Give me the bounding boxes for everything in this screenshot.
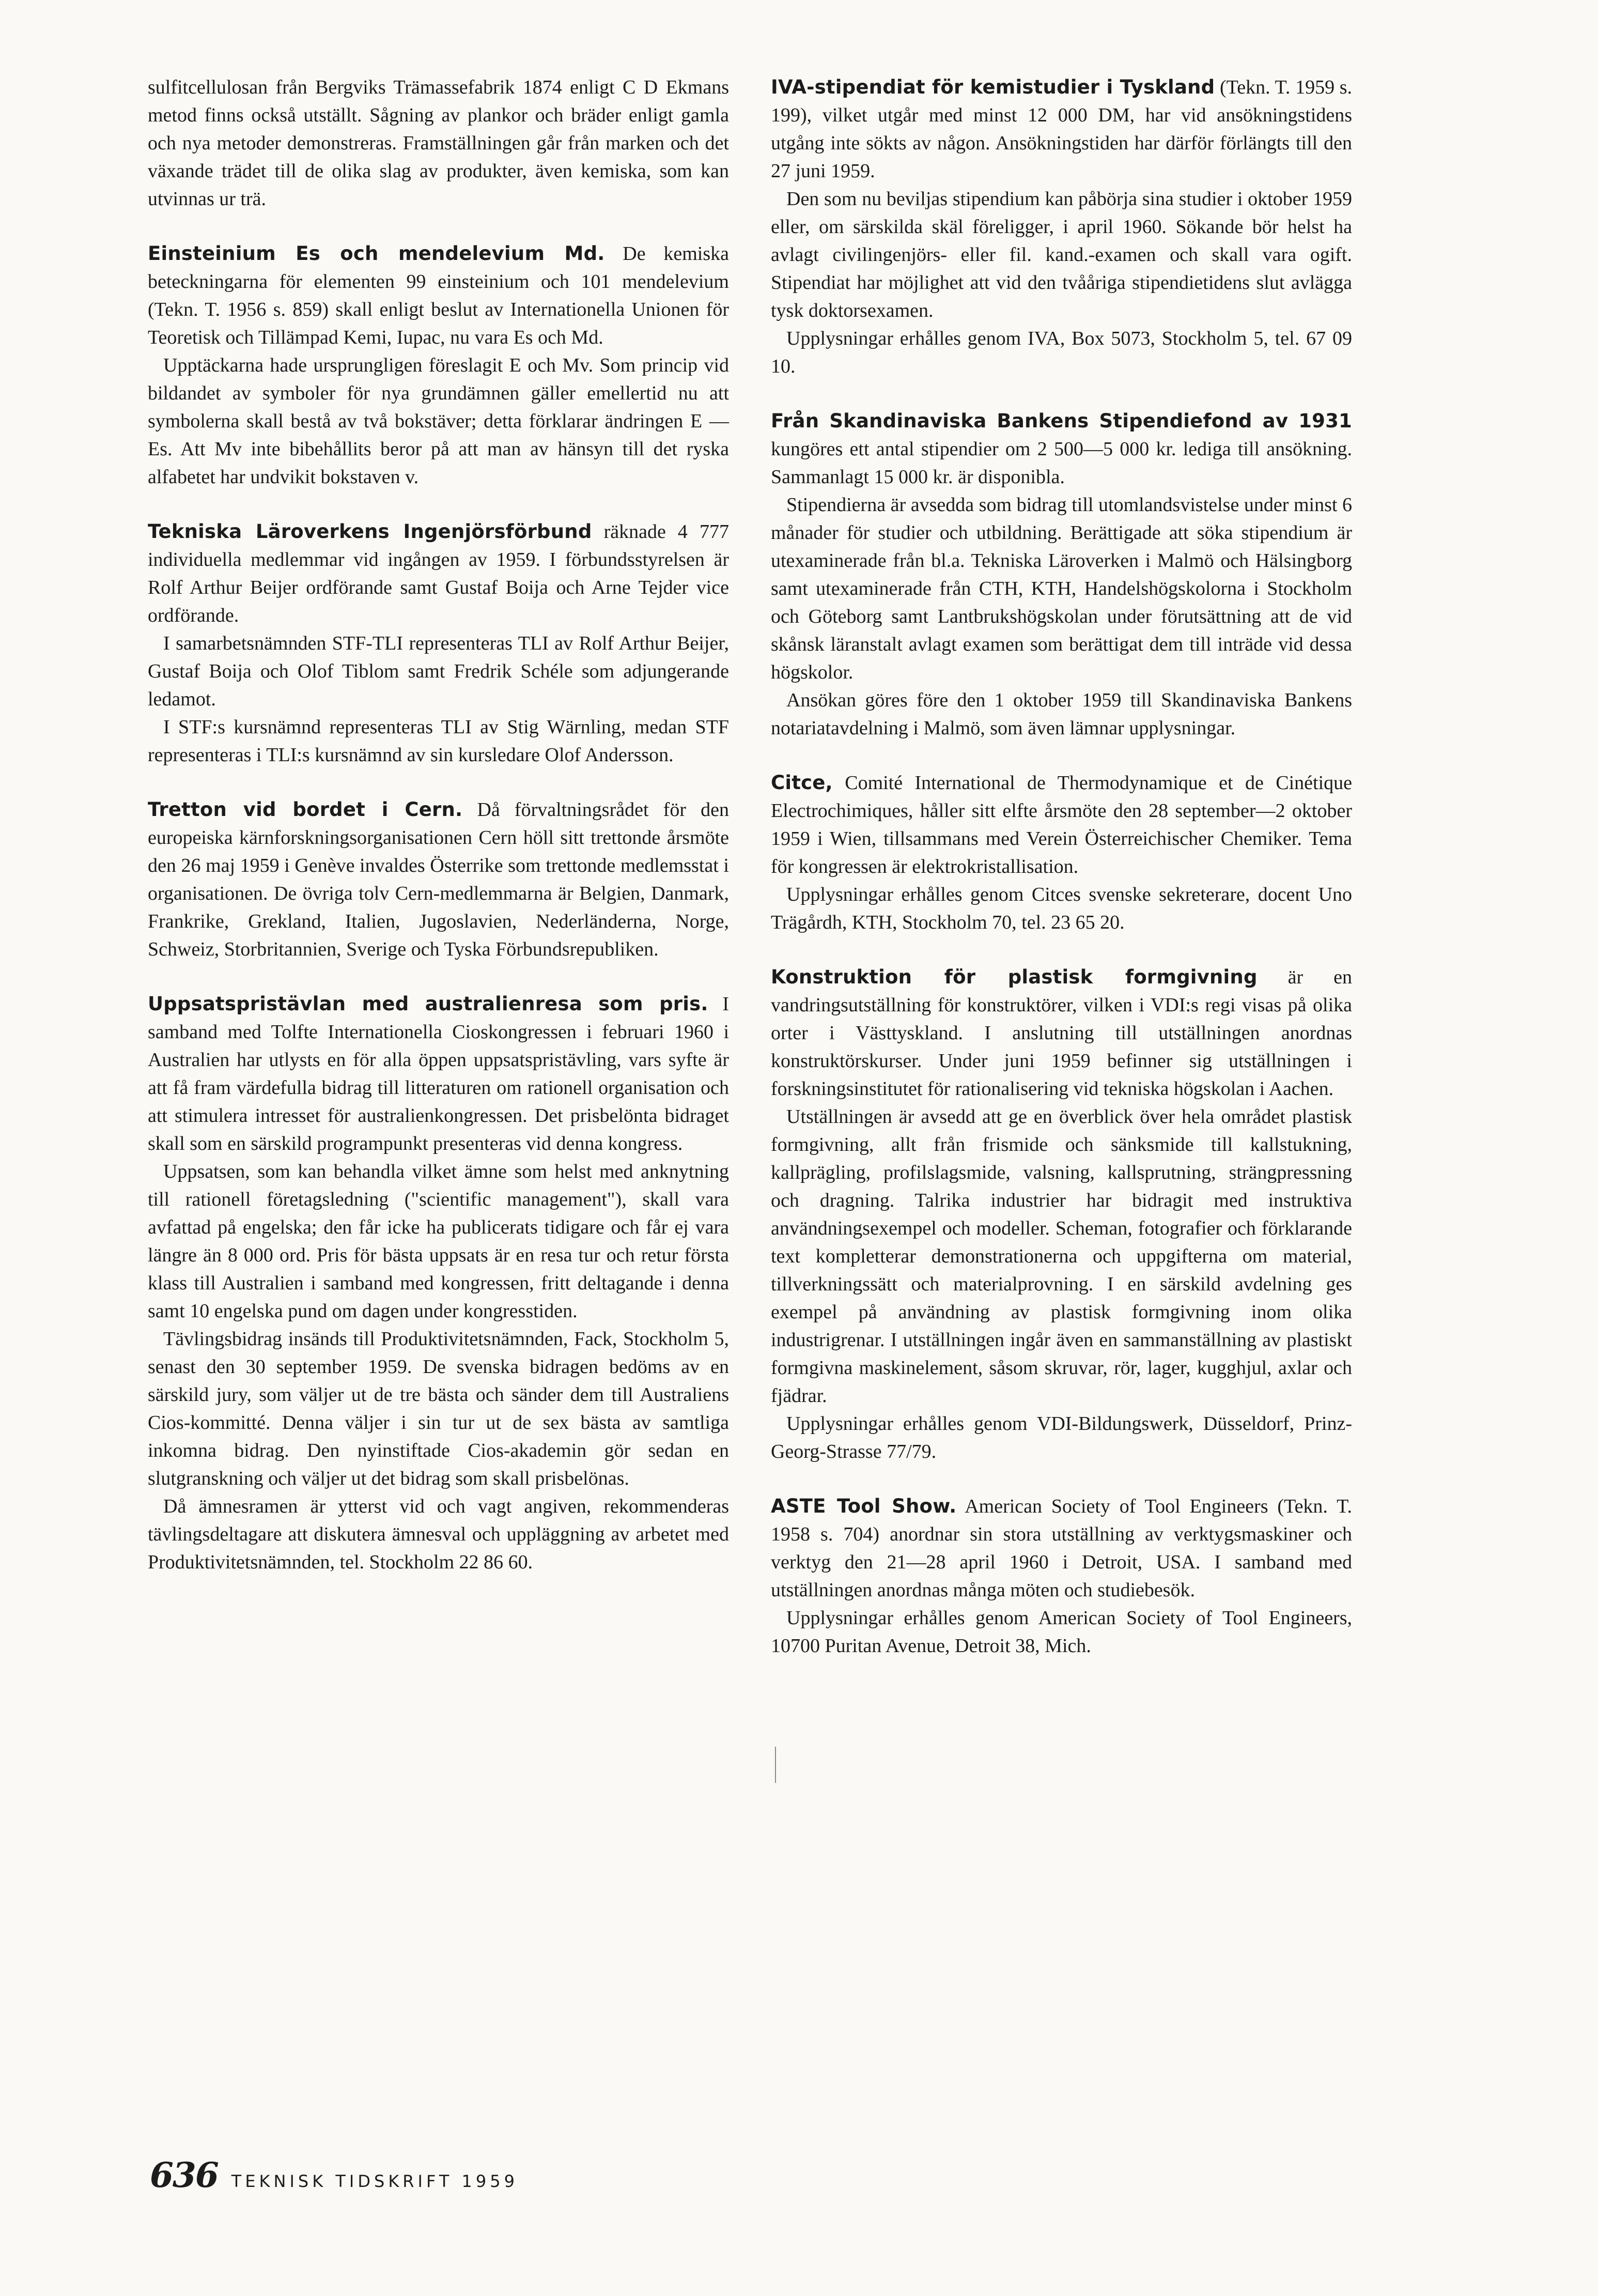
article-konstruktion	[771, 963, 1352, 1466]
article-text: Då förvaltningsrådet för den europeiska kärnforskningsorganisationen Cern höll sitt trettonde årsmöte den 26 maj 1959 i Genève invaldes Österrike som trettonde medlemsstat i organisationen. De övriga tolv Cern-medlemmarna är Belgien, Danmark, Frankrike, Grekland, Italien, Jugoslavien, Nederländerna, Norge, Schweiz, Storbritannien, Sverige och Tyska Förbundsrepubliken.	[148, 799, 730, 960]
article-paragraph	[771, 769, 1352, 881]
article-text: är en vandringsutställning för konstruktörer, vilken i VDI:s regi visas på olika orter i Västtyskland. I anslutning till utställningen anordnas konstruktörskurser. Under juni 1959 befinner sig utställningen i forskningsinstitutet för rationalisering vid tekniska högskolan i Aachen.	[771, 966, 1353, 1100]
article-paragraph: Upplysningar erhålles genom American Society of Tool Engineers, 10700 Puritan Avenue, Detroit 38, Mich.	[771, 1607, 1352, 1657]
left-column	[148, 73, 729, 1603]
article-text: I samband med Tolfte Internationella Cioskongressen i februari 1960 i Australien har utlysts en för alla öppen uppsatspristävling, vars syfte är att få fram värdefulla bidrag till litteraturen om rationell organisation och att stimulera intresset för australienkongressen. Det prisbelönta bidraget skall som en särskild programpunkt presenteras vid denna kongress.	[148, 993, 730, 1154]
article-paragraph: I STF:s kursnämnd representeras TLI av Stig Wärnling, medan STF representeras i TLI:s kursnämnd av sin kursledare Olof Andersson.	[148, 716, 729, 766]
article-paragraph: sulfitcellulosan från Bergviks Trämassefabrik 1874 enligt C D Ekmans metod finns också utställt. Sågning av plankor och bräder enligt gamla och nya metoder demonstreras. Framställningen går från marken och det växande trädet till de olika slag av produkter, även kemiska, som kan utvinnas ur trä.	[148, 76, 729, 210]
article-heading: Uppsatspristävlan med australienresa som pris.	[148, 993, 708, 1015]
article-paragraph: Uppsatsen, som kan behandla vilket ämne som helst med anknytning till rationell företagsledning ("scientific management"), skall vara avfattad på engelska; den får icke ha publicerats tidigare och får ej vara längre än 8 000 ord. Pris för bästa uppsats är en resa tur och retur första klass till Australien i samband med kongressen, fritt deltagande i denna samt 10 engelska pund om dagen under kongresstiden.	[148, 1161, 729, 1322]
article-text: Comité International de Thermodynamique et de Cinétique Electrochimiques, håller sitt elfte årsmöte den 28 september—2 oktober 1959 i Wien, tillsammans med Verein Österreichischer Chemiker. Tema för kongressen är elektrokristallisation.	[771, 772, 1352, 877]
page-number: 636	[150, 2155, 218, 2195]
article-paragraph	[771, 1492, 1352, 1604]
article-tli	[148, 518, 729, 769]
article-paragraph: Upplysningar erhålles genom Citces svenske sekreterare, docent Uno Trägårdh, KTH, Stockholm 70, tel. 23 65 20.	[771, 884, 1352, 933]
article-paragraph: Då ämnesramen är ytterst vid och vagt angiven, rekommenderas tävlingsdeltagare att diskutera ämnesval och uppläggning av arbetet med Produktivitetsnämnden, tel. Stockholm 22 86 60.	[148, 1496, 729, 1573]
article-text: kungöres ett antal stipendier om 2 500—5 000 kr. lediga till ansökning. Sammanlagt 15 000 kr. är disponibla.	[771, 438, 1352, 488]
article-heading: Tekniska Läroverkens Ingenjörsförbund	[148, 520, 592, 543]
article-paragraph: Stipendierna är avsedda som bidrag till utomlandsvistelse under minst 6 månader för studier och utbildning. Berättigade att söka stipendium är utexaminerade från bl.a. Tekniska Läroverken i Malmö och Hälsingborg samt utexaminerade från CTH, KTH, Handelshögskolorna i Stockholm och Göteborg samt Lantbrukshögskolan under förutsättning att de vid skånsk läranstalt avlagt examen som berättigat dem till inträde vid dessa högskolor.	[771, 494, 1352, 683]
article-bergvik-continued	[148, 73, 729, 213]
article-heading: Einsteinium Es och mendelevium Md.	[148, 242, 605, 265]
article-skandinaviska	[771, 407, 1352, 742]
article-heading: Citce,	[771, 772, 833, 794]
article-einsteinium	[148, 240, 729, 491]
article-paragraph	[771, 963, 1352, 1103]
article-paragraph	[148, 518, 729, 629]
article-heading: IVA-stipendiat för kemistudier i Tyskland	[771, 76, 1215, 98]
article-essay-contest	[148, 990, 729, 1576]
article-paragraph	[148, 240, 729, 351]
article-paragraph: Upplysningar erhålles genom IVA, Box 5073, Stockholm 5, tel. 67 09 10.	[771, 328, 1352, 377]
article-citce	[771, 769, 1352, 936]
article-paragraph	[148, 796, 729, 963]
article-cern	[148, 796, 729, 963]
article-paragraph: Utställningen är avsedd att ge en överblick över hela området plastisk formgivning, allt från frismide och sänksmide till kallstukning, kallprägling, profilslagsmide, valsning, kallsprutning, strängpressning och dragning. Talrika industrier har bidragit med instruktiva användningsexempel och modeller. Scheman, fotografier och förklarande text kompletterar demonstrationerna och uppgifterna om material, tillverkningssätt och materialprovning. I en särskild avdelning ges exempel på användning av plastisk formgivning inom olika industrigrenar. I utställningen ingår även en sammanställning av plastiskt formgivna maskinelement, såsom skruvar, rör, lager, kugghjul, axlar och fjädrar.	[771, 1106, 1352, 1407]
article-paragraph: Ansökan göres före den 1 oktober 1959 till Skandinaviska Bankens notariatavdelning i Malmö, som även lämnar upplysningar.	[771, 689, 1352, 739]
article-heading: ASTE Tool Show.	[771, 1495, 957, 1517]
article-text: (Tekn. T. 1959 s. 199), vilket utgår med minst 12 000 DM, har vid ansökningstidens utgång inte sökts av någon. Ansökningstiden har därför förlängts till den 27 juni 1959.	[771, 76, 1352, 182]
article-text: American Society of Tool Engineers (Tekn. T. 1958 s. 704) anordnar sin stora utställning av verktygsmaskiner och verktyg den 21—28 april 1960 i Detroit, USA. I samband med utställningen anordnas många möten och studiebesök.	[771, 1496, 1353, 1601]
article-heading: Tretton vid bordet i Cern.	[148, 798, 463, 821]
right-column	[771, 73, 1352, 1687]
article-iva	[771, 73, 1352, 380]
article-text: räknade 4 777 individuella medlemmar vid ingången av 1959. I förbundsstyrelsen är Rolf Arthur Beijer ordförande samt Gustaf Boija och Arne Tejder vice ordförande.	[148, 521, 729, 626]
article-paragraph	[148, 990, 729, 1158]
article-text: De kemiska beteckningarna för elementen 99 einsteinium och 101 mendelevium (Tekn. T. 1956 s. 859) skall enligt beslut av Internationella Unionen för Teoretisk och Tillämpad Kemi, Iupac, nu vara Es och Md.	[148, 243, 730, 348]
article-paragraph: Upplysningar erhålles genom VDI-Bildungswerk, Düsseldorf, Prinz-Georg-Strasse 77/79.	[771, 1413, 1352, 1462]
page-footer	[150, 2155, 518, 2196]
article-heading: Från Skandinaviska Bankens Stipendiefond av 1931	[771, 410, 1352, 432]
article-paragraph: I samarbetsnämnden STF-TLI representeras TLI av Rolf Arthur Beijer, Gustaf Boija och Olof Tiblom samt Fredrik Schéle som adjungerande ledamot.	[148, 633, 729, 710]
journal-title: TEKNISK TIDSKRIFT 1959	[231, 2171, 518, 2191]
article-paragraph: Upptäckarna hade ursprungligen föreslagit E och Mv. Som princip vid bildandet av symboler för nya grundämnen gäller emellertid nu att symbolerna skall bestå av två bokstäver; detta förklarar ändringen E — Es. Att Mv inte bibehållits beror på att man av hänsyn till det ryska alfabetet har undvikit bokstaven v.	[148, 355, 729, 488]
article-heading: Konstruktion för plastisk formgivning	[771, 966, 1258, 988]
article-paragraph: Den som nu beviljas stipendium kan påbörja sina studier i oktober 1959 eller, om särskilda skäl föreligger, i april 1960. Sökande bör helst ha avlagt civilingenjörs- eller fil. kand.-examen och skall vara ogift. Stipendiat har möjlighet att vid den tvååriga stipendietidens slut avlägga tysk doktorsexamen.	[771, 188, 1352, 321]
article-paragraph	[771, 407, 1352, 491]
article-aste	[771, 1492, 1352, 1660]
scan-mark	[775, 1747, 776, 1783]
article-paragraph	[771, 73, 1352, 185]
article-paragraph: Tävlingsbidrag insänds till Produktivitetsnämnden, Fack, Stockholm 5, senast den 30 september 1959. De svenska bidragen bedöms av en särskild jury, som väljer ut de tre bästa och sänder dem till Australiens Cios-kommitté. Denna väljer i sin tur ut de sex bästa av samtliga inkomna bidrag. Den nyinstiftade Cios-akademin gör sedan en slutgranskning och väljer ut det bidrag som skall prisbelönas.	[148, 1328, 729, 1489]
